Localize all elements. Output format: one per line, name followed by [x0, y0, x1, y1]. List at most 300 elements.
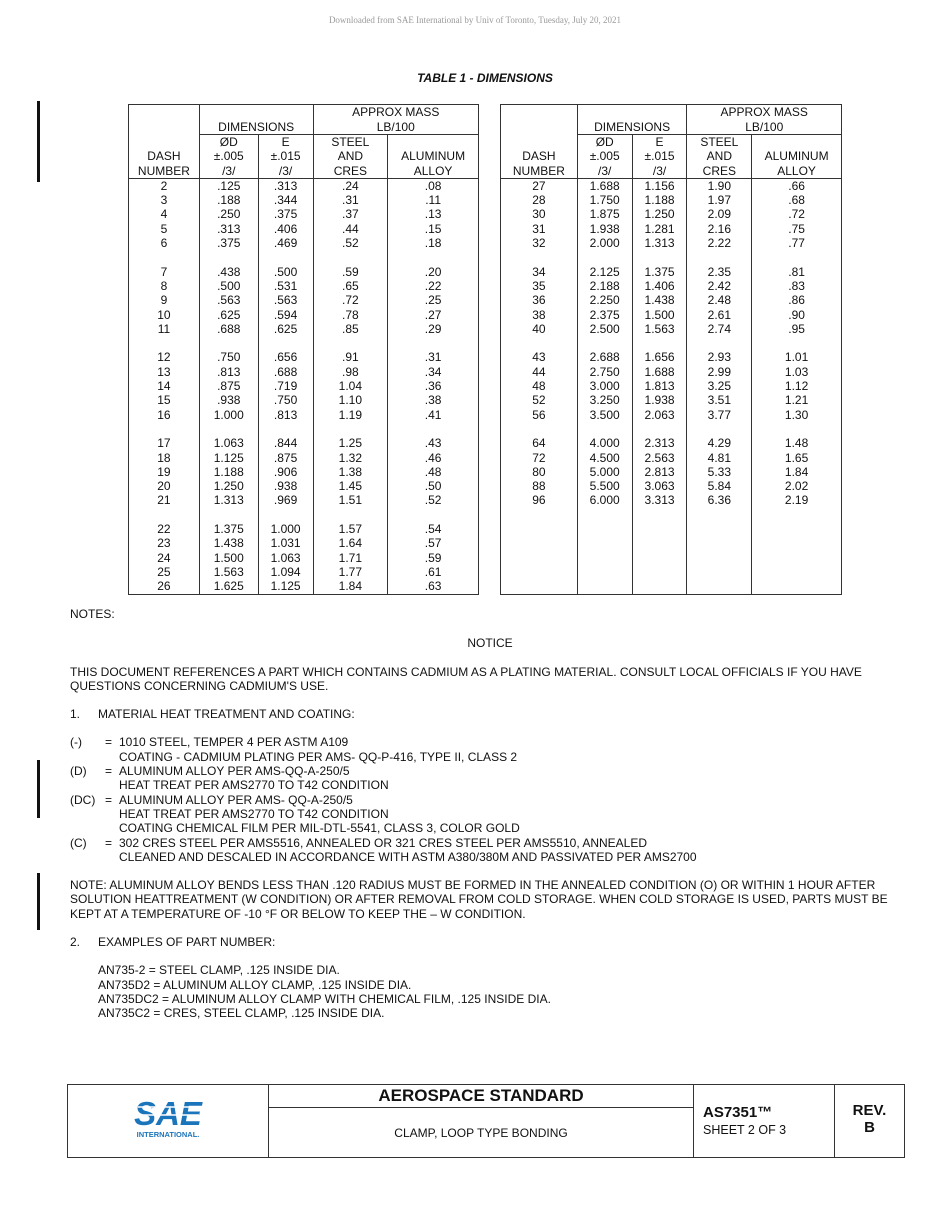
group-spacer — [501, 422, 842, 436]
table-cell: 48 — [501, 379, 578, 393]
table-cell: .61 — [388, 565, 479, 579]
material-item — [70, 836, 890, 865]
table-cell: .625 — [258, 322, 313, 336]
table-cell: 3.25 — [687, 379, 752, 393]
title-block-middle — [269, 1085, 694, 1157]
table-cell: 1.90 — [687, 178, 752, 193]
document-number: AS7351™ — [703, 1104, 773, 1121]
header-dash-line1: DASH — [522, 149, 556, 164]
note-item-2-number: 2. — [70, 935, 81, 950]
table-cell: 1.30 — [752, 408, 842, 422]
table-cell: 3.063 — [632, 479, 687, 493]
table-cell: .250 — [199, 207, 258, 221]
note-item-1-number: 1. — [70, 707, 81, 722]
table-row — [129, 178, 479, 193]
header-approx-mass-line2: LB/100 — [745, 119, 784, 134]
table-cell: 15 — [129, 393, 200, 407]
material-code: (DC) — [70, 792, 96, 807]
table-row — [501, 493, 842, 507]
table-cell: .52 — [388, 493, 479, 507]
header-e-tol: ±.015 — [270, 149, 301, 164]
sheet-number: SHEET 2 OF 3 — [703, 1123, 787, 1137]
table-cell: 2.93 — [687, 350, 752, 364]
table-row — [501, 365, 842, 379]
table-cell: .13 — [388, 207, 479, 221]
table-cell: 19 — [129, 465, 200, 479]
table-cell: 1.500 — [632, 308, 687, 322]
header-steel-line2: AND — [706, 149, 732, 164]
table-row — [129, 408, 479, 422]
part-number-example: AN735DC2 = ALUMINUM ALLOY CLAMP WITH CHEMICAL FILM, .125 INSIDE DIA. — [98, 991, 551, 1006]
table-cell: 1.45 — [313, 479, 388, 493]
header-steel-line1: STEEL — [331, 135, 370, 149]
table-cell: 1.438 — [199, 536, 258, 550]
download-note: Downloaded from SAE International by Univ of Toronto, Tuesday, July 20, 2021 — [328, 15, 622, 25]
table-cell: .438 — [199, 265, 258, 279]
table-cell: 2.375 — [577, 308, 632, 322]
table-cell: 3.77 — [687, 408, 752, 422]
table-row — [129, 279, 479, 293]
table-cell: 2.42 — [687, 279, 752, 293]
table-cell: 6.000 — [577, 493, 632, 507]
table-cell: 88 — [501, 479, 578, 493]
header-od-label: ØD — [595, 135, 614, 149]
change-bar — [37, 101, 40, 182]
aerospace-standard-label: AEROSPACE STANDARD — [269, 1085, 693, 1108]
header-steel — [687, 135, 752, 179]
sae-logo-wordmark: SAE — [134, 1095, 202, 1132]
note-item-1-title: MATERIAL HEAT TREATMENT AND COATING: — [98, 707, 355, 722]
table-row — [129, 350, 479, 364]
table-cell: .24 — [313, 178, 388, 193]
table-cell: 1.750 — [577, 193, 632, 207]
table-cell: .406 — [258, 222, 313, 236]
table-cell: 44 — [501, 365, 578, 379]
table-cell: 1.188 — [199, 465, 258, 479]
table-cell: 1.281 — [632, 222, 687, 236]
table-cell: 24 — [129, 551, 200, 565]
table-cell: 1.063 — [258, 551, 313, 565]
table-row — [129, 436, 479, 450]
table-cell: .48 — [388, 465, 479, 479]
table-row — [501, 279, 842, 293]
table-cell: 1.000 — [199, 408, 258, 422]
table-cell: .75 — [752, 222, 842, 236]
table-cell: 40 — [501, 322, 578, 336]
material-description — [119, 735, 890, 764]
revision-value: B — [864, 1119, 875, 1136]
notice-text: THIS DOCUMENT REFERENCES A PART WHICH CONTAINS CADMIUM AS A PLATING MATERIAL. CONSULT LOCAL OFFICIALS IF YOU HAVE QUESTIONS CONCERNING CADMIUM'S USE. — [70, 664, 862, 693]
table-cell: 1.97 — [687, 193, 752, 207]
table-row — [129, 579, 479, 594]
material-code: (D) — [70, 764, 87, 779]
table-cell: 1.406 — [632, 279, 687, 293]
table-cell: 2.22 — [687, 236, 752, 250]
table-cell: 36 — [501, 293, 578, 307]
table-cell: .969 — [258, 493, 313, 507]
table-cell: .938 — [199, 393, 258, 407]
empty-row — [501, 565, 842, 579]
table-row — [501, 379, 842, 393]
table-cell: 2.313 — [632, 436, 687, 450]
table-row — [129, 522, 479, 536]
table-cell: 2.16 — [687, 222, 752, 236]
table-cell: 1.031 — [258, 536, 313, 550]
header-aluminum-line1: ALUMINUM — [764, 149, 829, 164]
table-cell: 1.094 — [258, 565, 313, 579]
table-cell: .72 — [313, 293, 388, 307]
table-cell: 1.12 — [752, 379, 842, 393]
table-cell: 1.000 — [258, 522, 313, 536]
header-e-note: /3/ — [652, 163, 667, 178]
header-dash-line2: NUMBER — [137, 163, 190, 178]
table-cell: .77 — [752, 236, 842, 250]
note-item-1 — [70, 707, 890, 721]
header-od-note: /3/ — [222, 163, 236, 178]
table-cell: .938 — [258, 479, 313, 493]
table-cell: 52 — [501, 393, 578, 407]
dimensions-table-right — [500, 104, 842, 595]
header-e-label: E — [281, 135, 290, 149]
table-row — [129, 236, 479, 250]
table-cell: 1.938 — [632, 393, 687, 407]
table-cell: 2.063 — [632, 408, 687, 422]
change-bar — [37, 873, 40, 930]
material-line: 302 CRES STEEL PER AMS5516, ANNEALED OR 321 CRES STEEL PER AMS5510, ANNEALED — [119, 835, 648, 850]
table-cell: 1.813 — [632, 379, 687, 393]
table-cell: .375 — [258, 207, 313, 221]
group-spacer — [129, 336, 479, 350]
header-approx-mass-line1: APPROX MASS — [720, 105, 808, 120]
table-cell: .625 — [199, 308, 258, 322]
header-aluminum — [752, 135, 842, 179]
header-steel-line1: STEEL — [700, 135, 739, 149]
table-cell: 1.71 — [313, 551, 388, 565]
material-line: 1010 STEEL, TEMPER 4 PER ASTM A109 — [119, 735, 349, 750]
table-cell: 43 — [501, 350, 578, 364]
table-row — [501, 479, 842, 493]
table-row — [129, 193, 479, 207]
header-approx-mass — [687, 105, 842, 135]
material-equals: = — [105, 764, 113, 779]
table-cell: .313 — [258, 178, 313, 193]
header-aluminum-line2: ALLOY — [413, 163, 453, 178]
table-row — [501, 350, 842, 364]
table-row — [129, 222, 479, 236]
table-cell: .38 — [388, 393, 479, 407]
table-cell: .41 — [388, 408, 479, 422]
table-cell: 1.563 — [199, 565, 258, 579]
header-od-note: /3/ — [598, 163, 612, 178]
materials-list — [70, 735, 890, 864]
table-cell: 2.500 — [577, 322, 632, 336]
table-row — [129, 379, 479, 393]
table-cell: 1.688 — [577, 178, 632, 193]
table-cell: .469 — [258, 236, 313, 250]
sae-logo — [68, 1085, 269, 1157]
table-cell: .34 — [388, 365, 479, 379]
table-cell: 1.313 — [632, 236, 687, 250]
table-row — [129, 493, 479, 507]
table-cell: .22 — [388, 279, 479, 293]
table-cell: .91 — [313, 350, 388, 364]
table-cell: 2.61 — [687, 308, 752, 322]
table-cell: 26 — [129, 579, 200, 594]
header-approx-mass-line1: APPROX MASS — [352, 105, 440, 120]
table-cell: .656 — [258, 350, 313, 364]
table-cell: 5.500 — [577, 479, 632, 493]
table-row — [501, 465, 842, 479]
table-cell: 1.250 — [199, 479, 258, 493]
table-cell: 1.438 — [632, 293, 687, 307]
material-code: (-) — [70, 735, 82, 750]
table-row — [129, 451, 479, 465]
table-cell: .813 — [258, 408, 313, 422]
table-cell: .20 — [388, 265, 479, 279]
table-cell: 1.01 — [752, 350, 842, 364]
table-cell: .25 — [388, 293, 479, 307]
table-cell: .875 — [199, 379, 258, 393]
header-aluminum-line2: ALLOY — [777, 163, 816, 178]
table-cell: 5.33 — [687, 465, 752, 479]
table-cell: .344 — [258, 193, 313, 207]
table-cell: 1.84 — [313, 579, 388, 594]
header-approx-mass-line2: LB/100 — [376, 119, 415, 134]
table-row — [129, 393, 479, 407]
material-line: HEAT TREAT PER AMS2770 TO T42 CONDITION — [119, 806, 389, 821]
table-cell: 1.03 — [752, 365, 842, 379]
material-description — [119, 793, 890, 836]
table-cell: 1.38 — [313, 465, 388, 479]
table-cell: 14 — [129, 379, 200, 393]
table-cell: 1.51 — [313, 493, 388, 507]
note-item-2 — [70, 935, 890, 949]
table-cell: 28 — [501, 193, 578, 207]
table-cell: 13 — [129, 365, 200, 379]
table-cell: .27 — [388, 308, 479, 322]
material-item — [70, 764, 890, 793]
table-cell: 1.48 — [752, 436, 842, 450]
table-row — [129, 322, 479, 336]
table-cell: 8 — [129, 279, 200, 293]
empty-row — [501, 508, 842, 522]
header-steel-line2: AND — [337, 149, 364, 164]
revision-box — [835, 1085, 904, 1157]
table-cell: .65 — [313, 279, 388, 293]
table-cell: .875 — [258, 451, 313, 465]
material-line: HEAT TREAT PER AMS2770 TO T42 CONDITION — [119, 778, 389, 793]
table-cell: .719 — [258, 379, 313, 393]
table-cell: .375 — [199, 236, 258, 250]
table-cell: .44 — [313, 222, 388, 236]
table-cell: 2.750 — [577, 365, 632, 379]
table-cell: 2.813 — [632, 465, 687, 479]
table-row — [129, 465, 479, 479]
table-row — [501, 193, 842, 207]
table-cell: 1.156 — [632, 178, 687, 193]
table-cell: .72 — [752, 207, 842, 221]
table-cell: .90 — [752, 308, 842, 322]
table-cell: 2.99 — [687, 365, 752, 379]
group-spacer — [129, 422, 479, 436]
table-cell: 20 — [129, 479, 200, 493]
table-cell: .83 — [752, 279, 842, 293]
part-number-example: AN735-2 = STEEL CLAMP, .125 INSIDE DIA. — [98, 963, 340, 978]
table-cell: .68 — [752, 193, 842, 207]
table-cell: .844 — [258, 436, 313, 450]
table-cell: 2.02 — [752, 479, 842, 493]
table-row — [129, 536, 479, 550]
table-cell: 1.04 — [313, 379, 388, 393]
table-cell: 1.375 — [199, 522, 258, 536]
table-cell: 1.375 — [632, 265, 687, 279]
table-cell: .594 — [258, 308, 313, 322]
table-cell: .59 — [388, 551, 479, 565]
table-cell: .688 — [258, 365, 313, 379]
table-cell: 72 — [501, 451, 578, 465]
table-cell: .81 — [752, 265, 842, 279]
table-cell: 2.09 — [687, 207, 752, 221]
table-cell: .563 — [199, 293, 258, 307]
material-line: ALUMINUM ALLOY PER AMS- QQ-A-250/5 — [119, 792, 353, 807]
header-od-label: ØD — [219, 135, 238, 149]
title-block — [67, 1084, 905, 1158]
table-cell: 5.84 — [687, 479, 752, 493]
material-equals: = — [105, 835, 113, 850]
header-od — [199, 135, 258, 179]
part-number-example: AN735D2 = ALUMINUM ALLOY CLAMP, .125 INSIDE DIA. — [98, 977, 412, 992]
sae-logo-subtitle: INTERNATIONAL. — [136, 1130, 200, 1139]
table-cell: 4.81 — [687, 451, 752, 465]
header-aluminum — [388, 135, 479, 179]
header-e — [632, 135, 687, 179]
table-cell: 3.51 — [687, 393, 752, 407]
table-row — [129, 565, 479, 579]
table-row — [501, 322, 842, 336]
table-row — [129, 265, 479, 279]
table-cell: 2.48 — [687, 293, 752, 307]
table-row — [501, 408, 842, 422]
table-cell: 10 — [129, 308, 200, 322]
table-cell: 7 — [129, 265, 200, 279]
table-cell: .63 — [388, 579, 479, 594]
table-cell: 1.19 — [313, 408, 388, 422]
table-cell: 38 — [501, 308, 578, 322]
table-cell: 18 — [129, 451, 200, 465]
table-row — [129, 308, 479, 322]
table-cell: 1.65 — [752, 451, 842, 465]
notes-heading: NOTES: — [70, 607, 115, 621]
material-line: COATING - CADMIUM PLATING PER AMS- QQ-P-416, TYPE II, CLASS 2 — [119, 749, 518, 764]
table-cell: 30 — [501, 207, 578, 221]
table-cell: .531 — [258, 279, 313, 293]
table-cell: 1.875 — [577, 207, 632, 221]
table-row — [501, 451, 842, 465]
table-cell: 1.563 — [632, 322, 687, 336]
header-blank — [129, 105, 200, 135]
group-spacer — [129, 508, 479, 522]
table-cell: 2.74 — [687, 322, 752, 336]
material-description — [119, 764, 890, 793]
empty-row — [501, 522, 842, 536]
table-cell: 1.77 — [313, 565, 388, 579]
table-cell: 17 — [129, 436, 200, 450]
table-cell: 25 — [129, 565, 200, 579]
table-cell: .500 — [199, 279, 258, 293]
table-cell: .78 — [313, 308, 388, 322]
table-cell: 2.688 — [577, 350, 632, 364]
table-cell: 2.563 — [632, 451, 687, 465]
table-cell: .688 — [199, 322, 258, 336]
table-cell: 21 — [129, 493, 200, 507]
table-cell: 9 — [129, 293, 200, 307]
table-cell: .18 — [388, 236, 479, 250]
table-cell: 3.250 — [577, 393, 632, 407]
table-cell: .08 — [388, 178, 479, 193]
table-cell: 6.36 — [687, 493, 752, 507]
table-cell: .31 — [313, 193, 388, 207]
group-spacer — [129, 250, 479, 264]
part-number-examples — [70, 963, 890, 1020]
material-line: ALUMINUM ALLOY PER AMS-QQ-A-250/5 — [119, 764, 350, 779]
material-item — [70, 793, 890, 836]
table-cell: 1.10 — [313, 393, 388, 407]
table-cell: 1.188 — [632, 193, 687, 207]
material-equals: = — [105, 792, 113, 807]
table-cell: .563 — [258, 293, 313, 307]
table-cell: 1.125 — [258, 579, 313, 594]
table-cell: 1.500 — [199, 551, 258, 565]
table-cell: 1.688 — [632, 365, 687, 379]
table-cell: 27 — [501, 178, 578, 193]
table-row — [501, 436, 842, 450]
empty-row — [501, 536, 842, 550]
table-cell: 1.250 — [632, 207, 687, 221]
table-row — [501, 236, 842, 250]
table-cell: 2.188 — [577, 279, 632, 293]
table-cell: 2.19 — [752, 493, 842, 507]
header-steel-line3: CRES — [702, 163, 736, 178]
table-cell: .46 — [388, 451, 479, 465]
header-dash — [129, 135, 200, 179]
header-dash-line2: NUMBER — [512, 163, 565, 178]
table-cell: .906 — [258, 465, 313, 479]
table-cell: 5 — [129, 222, 200, 236]
table-cell: 1.57 — [313, 522, 388, 536]
table-cell: .11 — [388, 193, 479, 207]
table-cell: 11 — [129, 322, 200, 336]
table-cell: .43 — [388, 436, 479, 450]
table-cell: .813 — [199, 365, 258, 379]
table-cell: .750 — [258, 393, 313, 407]
table-cell: 1.84 — [752, 465, 842, 479]
empty-row — [501, 579, 842, 594]
material-line: CLEANED AND DESCALED IN ACCORDANCE WITH ASTM A380/380M AND PASSIVATED PER AMS2700 — [119, 849, 697, 864]
header-blank — [501, 105, 578, 135]
table-cell: .57 — [388, 536, 479, 550]
header-dash — [501, 135, 578, 179]
group-spacer — [501, 336, 842, 350]
table-cell: 3.000 — [577, 379, 632, 393]
table-cell: 2 — [129, 178, 200, 193]
table-cell: 4.29 — [687, 436, 752, 450]
table-cell: 6 — [129, 236, 200, 250]
group-spacer — [501, 250, 842, 264]
table-cell: .313 — [199, 222, 258, 236]
table-cell: 4 — [129, 207, 200, 221]
table-cell: 1.21 — [752, 393, 842, 407]
table-cell: 3.500 — [577, 408, 632, 422]
